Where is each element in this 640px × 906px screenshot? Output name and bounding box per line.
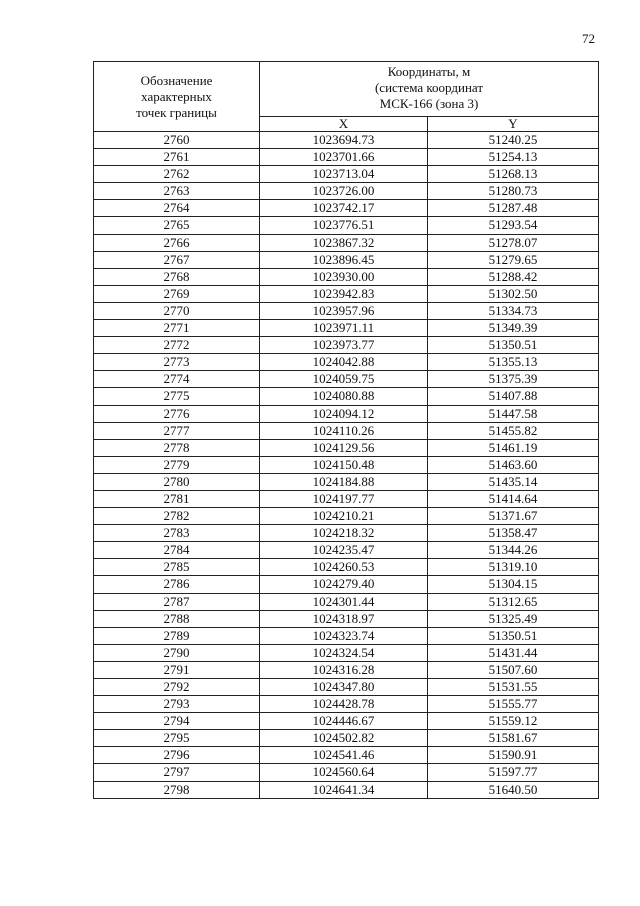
coordinates-header	[260, 62, 599, 117]
y-coordinate-cell: 51507.60	[428, 661, 599, 678]
table-row	[94, 268, 599, 285]
y-coordinate-cell: 51375.39	[428, 371, 599, 388]
point-id-cell: 2782	[94, 508, 260, 525]
x-coordinate-cell: 1023701.66	[260, 149, 428, 166]
point-id-cell: 2790	[94, 644, 260, 661]
x-coordinate-cell: 1023694.73	[260, 132, 428, 149]
y-coordinate-cell: 51240.25	[428, 132, 599, 149]
y-coordinate-cell: 51461.19	[428, 439, 599, 456]
x-coordinate-cell: 1023713.04	[260, 166, 428, 183]
x-coordinate-cell: 1024094.12	[260, 405, 428, 422]
x-coordinate-cell: 1024218.32	[260, 525, 428, 542]
point-id-cell: 2771	[94, 320, 260, 337]
table-row	[94, 679, 599, 696]
table-row	[94, 730, 599, 747]
table-row	[94, 337, 599, 354]
table-row	[94, 713, 599, 730]
y-coordinate-cell: 51531.55	[428, 679, 599, 696]
table-row	[94, 593, 599, 610]
x-coordinate-cell: 1024541.46	[260, 747, 428, 764]
y-coordinate-cell: 51590.91	[428, 747, 599, 764]
x-coordinate-cell: 1023957.96	[260, 302, 428, 319]
point-id-cell: 2781	[94, 490, 260, 507]
x-coordinate-cell: 1024324.54	[260, 644, 428, 661]
table-row	[94, 217, 599, 234]
table-row	[94, 781, 599, 798]
x-coordinate-cell: 1024641.34	[260, 781, 428, 798]
point-id-cell: 2786	[94, 576, 260, 593]
page-number: 72	[582, 31, 595, 46]
table-row	[94, 696, 599, 713]
point-id-cell: 2764	[94, 200, 260, 217]
y-column-header: Y	[428, 117, 599, 132]
table-row	[94, 388, 599, 405]
point-id-cell: 2780	[94, 473, 260, 490]
table-row	[94, 525, 599, 542]
table-body	[94, 132, 599, 799]
y-coordinate-cell: 51358.47	[428, 525, 599, 542]
table-row	[94, 200, 599, 217]
point-id-cell: 2779	[94, 456, 260, 473]
designation-header-line: характерных	[141, 88, 212, 104]
x-coordinate-cell: 1023896.45	[260, 251, 428, 268]
y-coordinate-cell: 51280.73	[428, 183, 599, 200]
table-row	[94, 285, 599, 302]
x-coordinate-cell: 1024184.88	[260, 473, 428, 490]
table-row	[94, 576, 599, 593]
x-coordinate-cell: 1024059.75	[260, 371, 428, 388]
table-row	[94, 302, 599, 319]
table-row	[94, 490, 599, 507]
x-coordinate-cell: 1023726.00	[260, 183, 428, 200]
y-coordinate-cell: 51254.13	[428, 149, 599, 166]
point-id-cell: 2760	[94, 132, 260, 149]
table-row	[94, 234, 599, 251]
y-coordinate-cell: 51407.88	[428, 388, 599, 405]
point-id-cell: 2793	[94, 696, 260, 713]
x-coordinate-cell: 1023867.32	[260, 234, 428, 251]
table-row	[94, 371, 599, 388]
x-coordinate-cell: 1024279.40	[260, 576, 428, 593]
y-coordinate-cell: 51279.65	[428, 251, 599, 268]
designation-header-line: Обозначение	[140, 72, 213, 88]
table-header	[94, 62, 599, 132]
point-id-cell: 2766	[94, 234, 260, 251]
y-coordinate-cell: 51559.12	[428, 713, 599, 730]
x-coordinate-cell: 1024560.64	[260, 764, 428, 781]
y-coordinate-cell: 51268.13	[428, 166, 599, 183]
table-row	[94, 508, 599, 525]
coordinates-header-line: МСК-166 (зона 3)	[379, 96, 479, 111]
y-coordinate-cell: 51581.67	[428, 730, 599, 747]
point-id-cell: 2761	[94, 149, 260, 166]
point-id-cell: 2789	[94, 627, 260, 644]
table-row	[94, 610, 599, 627]
y-coordinate-cell: 51344.26	[428, 542, 599, 559]
y-coordinate-cell: 51431.44	[428, 644, 599, 661]
point-id-cell: 2777	[94, 422, 260, 439]
point-id-cell: 2776	[94, 405, 260, 422]
y-coordinate-cell: 51350.51	[428, 337, 599, 354]
x-coordinate-cell: 1024301.44	[260, 593, 428, 610]
point-id-cell: 2765	[94, 217, 260, 234]
point-id-cell: 2796	[94, 747, 260, 764]
x-coordinate-cell: 1024080.88	[260, 388, 428, 405]
x-coordinate-cell: 1023930.00	[260, 268, 428, 285]
y-coordinate-cell: 51371.67	[428, 508, 599, 525]
designation-header-line: точек границы	[136, 104, 217, 120]
table-row	[94, 764, 599, 781]
table-row	[94, 559, 599, 576]
point-id-cell: 2791	[94, 661, 260, 678]
table-row	[94, 354, 599, 371]
y-coordinate-cell: 51304.15	[428, 576, 599, 593]
y-coordinate-cell: 51312.65	[428, 593, 599, 610]
table-row	[94, 456, 599, 473]
table-row	[94, 644, 599, 661]
x-coordinate-cell: 1024428.78	[260, 696, 428, 713]
y-coordinate-cell: 51455.82	[428, 422, 599, 439]
y-coordinate-cell: 51414.64	[428, 490, 599, 507]
x-coordinate-cell: 1024110.26	[260, 422, 428, 439]
y-coordinate-cell: 51319.10	[428, 559, 599, 576]
point-id-cell: 2778	[94, 439, 260, 456]
y-coordinate-cell: 51302.50	[428, 285, 599, 302]
y-coordinate-cell: 51288.42	[428, 268, 599, 285]
x-coordinate-cell: 1024042.88	[260, 354, 428, 371]
designation-header	[94, 62, 260, 132]
table-row	[94, 251, 599, 268]
point-id-cell: 2785	[94, 559, 260, 576]
y-coordinate-cell: 51278.07	[428, 234, 599, 251]
x-column-header: X	[260, 117, 428, 132]
y-coordinate-cell: 51597.77	[428, 764, 599, 781]
point-id-cell: 2792	[94, 679, 260, 696]
point-id-cell: 2797	[94, 764, 260, 781]
table-row	[94, 473, 599, 490]
y-coordinate-cell: 51293.54	[428, 217, 599, 234]
point-id-cell: 2788	[94, 610, 260, 627]
point-id-cell: 2769	[94, 285, 260, 302]
point-id-cell: 2773	[94, 354, 260, 371]
y-coordinate-cell: 51555.77	[428, 696, 599, 713]
point-id-cell: 2794	[94, 713, 260, 730]
table-row	[94, 183, 599, 200]
x-coordinate-cell: 1024260.53	[260, 559, 428, 576]
coordinates-header-line: (система координат	[374, 80, 484, 95]
x-coordinate-cell: 1024323.74	[260, 627, 428, 644]
x-coordinate-cell: 1023742.17	[260, 200, 428, 217]
y-coordinate-cell: 51435.14	[428, 473, 599, 490]
table-row	[94, 747, 599, 764]
point-id-cell: 2762	[94, 166, 260, 183]
y-coordinate-cell: 51447.58	[428, 405, 599, 422]
table-row	[94, 542, 599, 559]
point-id-cell: 2795	[94, 730, 260, 747]
coordinates-header-line: Координаты, м	[387, 64, 471, 79]
point-id-cell: 2774	[94, 371, 260, 388]
table-row	[94, 405, 599, 422]
table-row	[94, 166, 599, 183]
point-id-cell: 2770	[94, 302, 260, 319]
y-coordinate-cell: 51349.39	[428, 320, 599, 337]
x-coordinate-cell: 1023776.51	[260, 217, 428, 234]
y-coordinate-cell: 51355.13	[428, 354, 599, 371]
point-id-cell: 2787	[94, 593, 260, 610]
point-id-cell: 2775	[94, 388, 260, 405]
x-coordinate-cell: 1024197.77	[260, 490, 428, 507]
x-coordinate-cell: 1024502.82	[260, 730, 428, 747]
coordinates-table-container	[93, 61, 598, 799]
x-coordinate-cell: 1023942.83	[260, 285, 428, 302]
y-coordinate-cell: 51463.60	[428, 456, 599, 473]
x-coordinate-cell: 1023971.11	[260, 320, 428, 337]
y-coordinate-cell: 51334.73	[428, 302, 599, 319]
x-coordinate-cell: 1024446.67	[260, 713, 428, 730]
x-coordinate-cell: 1024235.47	[260, 542, 428, 559]
y-coordinate-cell: 51350.51	[428, 627, 599, 644]
coordinates-table	[93, 61, 599, 799]
table-row	[94, 661, 599, 678]
table-row	[94, 320, 599, 337]
y-coordinate-cell: 51287.48	[428, 200, 599, 217]
point-id-cell: 2783	[94, 525, 260, 542]
y-coordinate-cell: 51325.49	[428, 610, 599, 627]
y-coordinate-cell: 51640.50	[428, 781, 599, 798]
x-coordinate-cell: 1024347.80	[260, 679, 428, 696]
point-id-cell: 2784	[94, 542, 260, 559]
x-coordinate-cell: 1024210.21	[260, 508, 428, 525]
x-coordinate-cell: 1024129.56	[260, 439, 428, 456]
table-row	[94, 149, 599, 166]
point-id-cell: 2798	[94, 781, 260, 798]
x-coordinate-cell: 1024318.97	[260, 610, 428, 627]
x-coordinate-cell: 1024316.28	[260, 661, 428, 678]
point-id-cell: 2763	[94, 183, 260, 200]
table-row	[94, 627, 599, 644]
table-row	[94, 132, 599, 149]
x-coordinate-cell: 1024150.48	[260, 456, 428, 473]
x-coordinate-cell: 1023973.77	[260, 337, 428, 354]
point-id-cell: 2767	[94, 251, 260, 268]
table-row	[94, 422, 599, 439]
point-id-cell: 2772	[94, 337, 260, 354]
point-id-cell: 2768	[94, 268, 260, 285]
table-row	[94, 439, 599, 456]
